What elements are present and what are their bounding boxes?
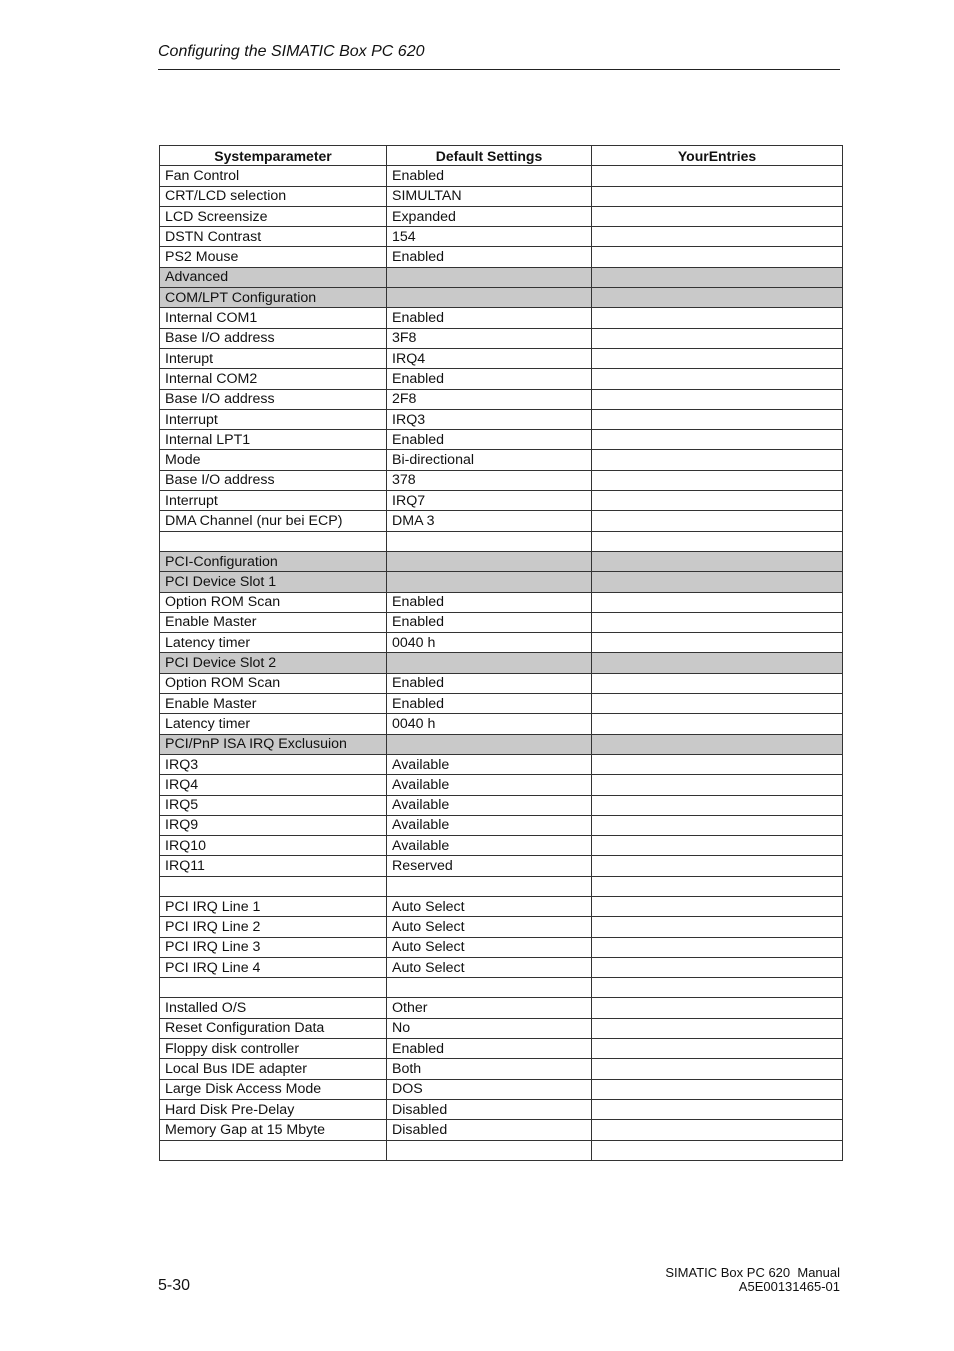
your-entry-cell[interactable]	[592, 795, 843, 815]
your-entry-cell[interactable]	[592, 369, 843, 389]
your-entry-cell[interactable]	[592, 389, 843, 409]
parameter-cell: DMA Channel (nur bei ECP)	[160, 511, 387, 531]
your-entry-cell[interactable]	[592, 1039, 843, 1059]
default-setting-cell	[387, 267, 592, 287]
table-row	[160, 308, 843, 328]
default-setting-cell: Available	[387, 836, 592, 856]
your-entry-cell[interactable]	[592, 734, 843, 754]
your-entry-cell[interactable]	[592, 978, 843, 998]
default-setting-cell: Enabled	[387, 430, 592, 450]
default-setting-cell: DOS	[387, 1079, 592, 1099]
your-entry-cell[interactable]	[592, 247, 843, 267]
your-entry-cell[interactable]	[592, 633, 843, 653]
your-entry-cell[interactable]	[592, 267, 843, 287]
your-entry-cell[interactable]	[592, 836, 843, 856]
your-entry-cell[interactable]	[592, 206, 843, 226]
your-entry-cell[interactable]	[592, 714, 843, 734]
table-row	[160, 998, 843, 1018]
your-entry-cell[interactable]	[592, 694, 843, 714]
table-row	[160, 206, 843, 226]
parameter-cell: IRQ4	[160, 775, 387, 795]
your-entry-cell[interactable]	[592, 1140, 843, 1160]
default-setting-cell: IRQ3	[387, 409, 592, 429]
parameter-cell: Installed O/S	[160, 998, 387, 1018]
parameter-cell	[160, 531, 387, 551]
parameter-cell: Base I/O address	[160, 470, 387, 490]
default-setting-cell	[387, 551, 592, 571]
table-section-row	[160, 734, 843, 754]
your-entry-cell[interactable]	[592, 551, 843, 571]
table-row	[160, 328, 843, 348]
table-row	[160, 1079, 843, 1099]
parameter-cell: Latency timer	[160, 633, 387, 653]
column-header-default-settings: Default Settings	[387, 146, 592, 166]
default-setting-cell: DMA 3	[387, 511, 592, 531]
table-row	[160, 348, 843, 368]
parameter-cell: Latency timer	[160, 714, 387, 734]
default-setting-cell: Enabled	[387, 694, 592, 714]
table-row	[160, 1018, 843, 1038]
table-row	[160, 775, 843, 795]
table-row	[160, 247, 843, 267]
parameter-cell: LCD Screensize	[160, 206, 387, 226]
parameter-cell: Base I/O address	[160, 389, 387, 409]
table-row	[160, 795, 843, 815]
your-entry-cell[interactable]	[592, 937, 843, 957]
default-setting-cell: Enabled	[387, 673, 592, 693]
parameter-cell: Reset Configuration Data	[160, 1018, 387, 1038]
table-row	[160, 673, 843, 693]
your-entry-cell[interactable]	[592, 673, 843, 693]
parameter-cell: Internal COM2	[160, 369, 387, 389]
default-setting-cell	[387, 1140, 592, 1160]
parameter-cell: PCI IRQ Line 4	[160, 957, 387, 977]
parameter-cell: Enable Master	[160, 612, 387, 632]
your-entry-cell[interactable]	[592, 348, 843, 368]
default-setting-cell: 378	[387, 470, 592, 490]
parameter-cell: PS2 Mouse	[160, 247, 387, 267]
table-row	[160, 1099, 843, 1119]
your-entry-cell[interactable]	[592, 917, 843, 937]
table-row	[160, 430, 843, 450]
header-divider	[158, 69, 840, 70]
table-row	[160, 1059, 843, 1079]
your-entry-cell[interactable]	[592, 896, 843, 916]
parameter-cell: PCI IRQ Line 2	[160, 917, 387, 937]
parameter-cell: IRQ3	[160, 754, 387, 774]
default-setting-cell: Auto Select	[387, 917, 592, 937]
parameter-cell: Interrupt	[160, 491, 387, 511]
parameter-cell: Fan Control	[160, 166, 387, 186]
parameter-cell: DSTN Contrast	[160, 227, 387, 247]
parameter-cell: Base I/O address	[160, 328, 387, 348]
your-entry-cell[interactable]	[592, 1018, 843, 1038]
table-row	[160, 592, 843, 612]
default-setting-cell: 0040 h	[387, 714, 592, 734]
table-row	[160, 186, 843, 206]
default-setting-cell: Enabled	[387, 592, 592, 612]
your-entry-cell[interactable]	[592, 957, 843, 977]
default-setting-cell: Bi-directional	[387, 450, 592, 470]
table-row	[160, 612, 843, 632]
table-row	[160, 1120, 843, 1140]
your-entry-cell[interactable]	[592, 531, 843, 551]
table-row	[160, 409, 843, 429]
parameter-cell: Large Disk Access Mode	[160, 1079, 387, 1099]
your-entry-cell[interactable]	[592, 612, 843, 632]
table-row	[160, 836, 843, 856]
parameter-cell: Enable Master	[160, 694, 387, 714]
parameter-cell: Interrupt	[160, 409, 387, 429]
page-number: 5-30	[158, 1277, 191, 1294]
parameter-cell: Mode	[160, 450, 387, 470]
default-setting-cell: 3F8	[387, 328, 592, 348]
default-setting-cell: 0040 h	[387, 633, 592, 653]
default-setting-cell: Available	[387, 775, 592, 795]
your-entry-cell[interactable]	[592, 1120, 843, 1140]
your-entry-cell[interactable]	[592, 856, 843, 876]
your-entry-cell[interactable]	[592, 511, 843, 531]
parameter-cell: IRQ10	[160, 836, 387, 856]
table-row	[160, 227, 843, 247]
table-row	[160, 856, 843, 876]
default-setting-cell: 154	[387, 227, 592, 247]
your-entry-cell[interactable]	[592, 775, 843, 795]
default-setting-cell: Enabled	[387, 369, 592, 389]
default-setting-cell: Available	[387, 795, 592, 815]
column-header-your-entries: YourEntries	[592, 146, 843, 166]
table-row	[160, 876, 843, 896]
your-entry-cell[interactable]	[592, 450, 843, 470]
default-setting-cell: IRQ7	[387, 491, 592, 511]
parameter-cell: Local Bus IDE adapter	[160, 1059, 387, 1079]
default-setting-cell: Available	[387, 754, 592, 774]
your-entry-cell[interactable]	[592, 227, 843, 247]
table-row	[160, 389, 843, 409]
table-row	[160, 896, 843, 916]
your-entry-cell[interactable]	[592, 754, 843, 774]
default-setting-cell	[387, 572, 592, 592]
table-row	[160, 694, 843, 714]
table-row	[160, 633, 843, 653]
parameter-cell: Hard Disk Pre-Delay	[160, 1099, 387, 1119]
parameter-cell: Internal LPT1	[160, 430, 387, 450]
table-row	[160, 978, 843, 998]
table-row	[160, 166, 843, 186]
your-entry-cell[interactable]	[592, 308, 843, 328]
default-setting-cell: No	[387, 1018, 592, 1038]
your-entry-cell[interactable]	[592, 876, 843, 896]
table-row	[160, 917, 843, 937]
table-body	[160, 166, 843, 1161]
table-row	[160, 937, 843, 957]
parameter-cell	[160, 1140, 387, 1160]
default-setting-cell: Available	[387, 815, 592, 835]
your-entry-cell[interactable]	[592, 430, 843, 450]
your-entry-cell[interactable]	[592, 328, 843, 348]
default-setting-cell: Disabled	[387, 1120, 592, 1140]
table-row	[160, 470, 843, 490]
default-setting-cell: Other	[387, 998, 592, 1018]
parameter-cell: COM/LPT Configuration	[160, 288, 387, 308]
table-row	[160, 754, 843, 774]
parameter-cell: PCI IRQ Line 3	[160, 937, 387, 957]
parameter-cell: Option ROM Scan	[160, 673, 387, 693]
your-entry-cell[interactable]	[592, 998, 843, 1018]
your-entry-cell[interactable]	[592, 186, 843, 206]
default-setting-cell: Disabled	[387, 1099, 592, 1119]
default-setting-cell: Enabled	[387, 166, 592, 186]
parameter-cell: CRT/LCD selection	[160, 186, 387, 206]
table-row	[160, 369, 843, 389]
default-setting-cell: Enabled	[387, 1039, 592, 1059]
default-setting-cell: Reserved	[387, 856, 592, 876]
parameter-cell: PCI Device Slot 2	[160, 653, 387, 673]
default-setting-cell	[387, 734, 592, 754]
default-setting-cell: Auto Select	[387, 957, 592, 977]
your-entry-cell[interactable]	[592, 1099, 843, 1119]
table-row	[160, 815, 843, 835]
system-parameter-table	[159, 145, 843, 1161]
page-header-title: Configuring the SIMATIC Box PC 620	[158, 43, 425, 60]
default-setting-cell	[387, 653, 592, 673]
default-setting-cell: SIMULTAN	[387, 186, 592, 206]
parameter-cell: Advanced	[160, 267, 387, 287]
table-row	[160, 531, 843, 551]
default-setting-cell	[387, 876, 592, 896]
table-row	[160, 511, 843, 531]
parameter-cell: PCI IRQ Line 1	[160, 896, 387, 916]
default-setting-cell: Expanded	[387, 206, 592, 226]
your-entry-cell[interactable]	[592, 572, 843, 592]
table-section-row	[160, 288, 843, 308]
table-row	[160, 714, 843, 734]
parameter-cell: Option ROM Scan	[160, 592, 387, 612]
table-section-row	[160, 572, 843, 592]
table-section-row	[160, 653, 843, 673]
your-entry-cell[interactable]	[592, 592, 843, 612]
table-row	[160, 1140, 843, 1160]
table-section-row	[160, 551, 843, 571]
default-setting-cell: Enabled	[387, 612, 592, 632]
table-row	[160, 957, 843, 977]
table-header-row	[160, 146, 843, 166]
your-entry-cell[interactable]	[592, 288, 843, 308]
your-entry-cell[interactable]	[592, 166, 843, 186]
parameter-cell: PCI Device Slot 1	[160, 572, 387, 592]
parameter-cell: Floppy disk controller	[160, 1039, 387, 1059]
your-entry-cell[interactable]	[592, 653, 843, 673]
your-entry-cell[interactable]	[592, 491, 843, 511]
default-setting-cell	[387, 531, 592, 551]
parameter-cell: Memory Gap at 15 Mbyte	[160, 1120, 387, 1140]
parameter-cell: Interupt	[160, 348, 387, 368]
parameter-cell: IRQ5	[160, 795, 387, 815]
default-setting-cell: Auto Select	[387, 937, 592, 957]
table-row	[160, 1039, 843, 1059]
default-setting-cell	[387, 978, 592, 998]
your-entry-cell[interactable]	[592, 470, 843, 490]
parameter-cell: IRQ9	[160, 815, 387, 835]
default-setting-cell: Both	[387, 1059, 592, 1079]
footer-manual-info	[665, 1266, 840, 1294]
parameter-cell	[160, 876, 387, 896]
manual-title: SIMATIC Box PC 620 Manual	[665, 1265, 840, 1280]
table-row	[160, 450, 843, 470]
default-setting-cell: Auto Select	[387, 896, 592, 916]
parameter-cell: IRQ11	[160, 856, 387, 876]
default-setting-cell	[387, 288, 592, 308]
your-entry-cell[interactable]	[592, 815, 843, 835]
column-header-systemparameter: Systemparameter	[160, 146, 387, 166]
your-entry-cell[interactable]	[592, 409, 843, 429]
your-entry-cell[interactable]	[592, 1079, 843, 1099]
default-setting-cell: Enabled	[387, 308, 592, 328]
default-setting-cell: IRQ4	[387, 348, 592, 368]
your-entry-cell[interactable]	[592, 1059, 843, 1079]
parameter-cell: PCI/PnP ISA IRQ Exclusuion	[160, 734, 387, 754]
parameter-cell: Internal COM1	[160, 308, 387, 328]
document-id: A5E00131465-01	[738, 1279, 840, 1294]
parameter-cell	[160, 978, 387, 998]
default-setting-cell: Enabled	[387, 247, 592, 267]
table-section-row	[160, 267, 843, 287]
table-row	[160, 491, 843, 511]
default-setting-cell: 2F8	[387, 389, 592, 409]
parameter-cell: PCI-Configuration	[160, 551, 387, 571]
